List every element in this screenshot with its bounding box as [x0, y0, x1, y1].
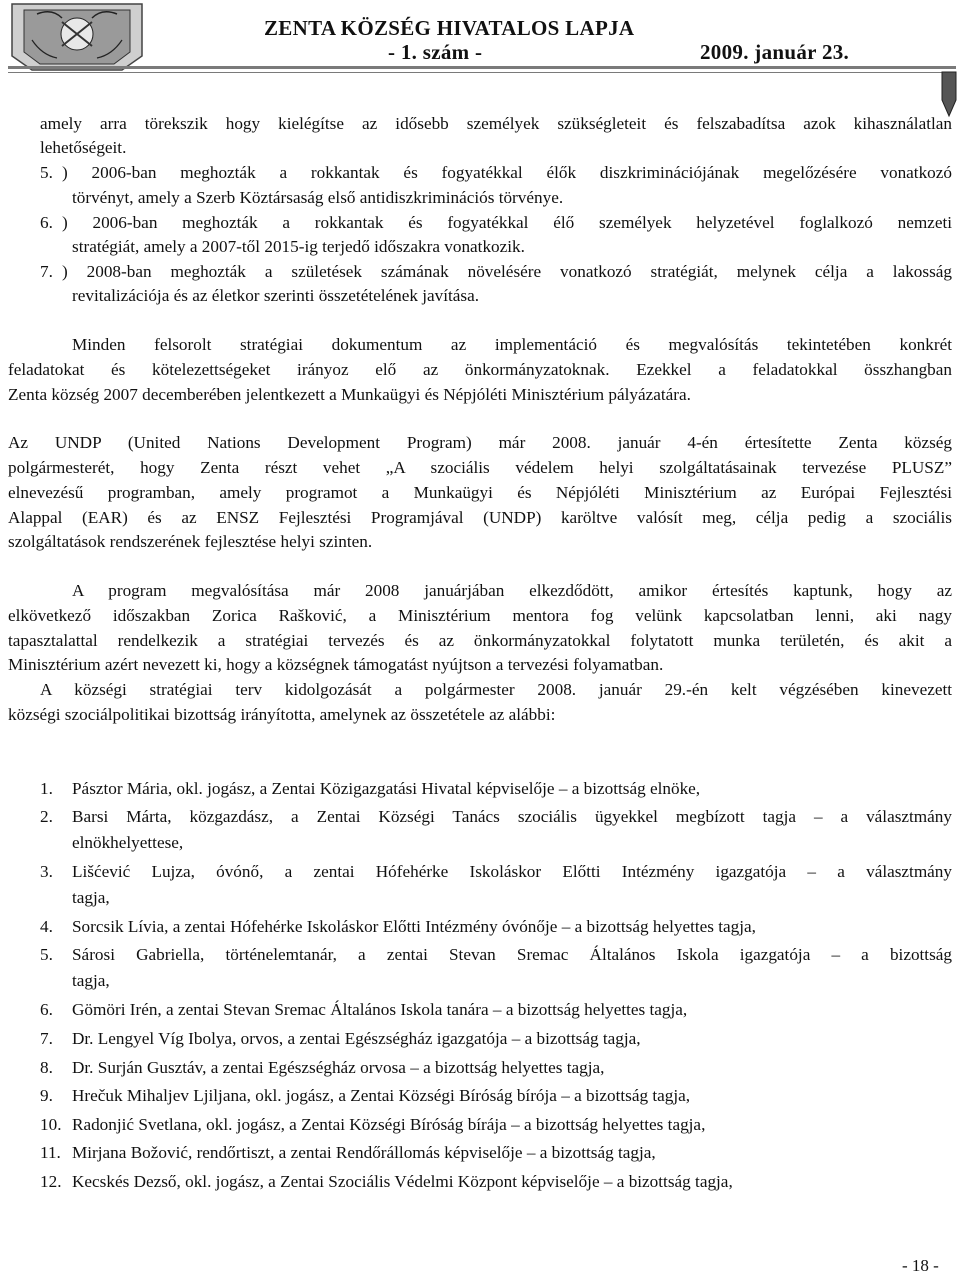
item-text: ) 2008-ban meghozták a születések számának növelésére vonatkozó stratégiát, melynek célja a lakosság: [62, 262, 952, 281]
list-item-number: 2.: [40, 807, 53, 826]
list-item-text: Lišćević Lujza, óvónő, a zentai Hófehérke Iskoláskor Előtti Intézmény igazgatója – a választmány: [72, 862, 952, 881]
paragraph-line: lehetőségeit.: [40, 138, 127, 157]
list-item-number: 5.: [40, 945, 53, 964]
list-item-number: 1.: [40, 779, 53, 798]
paragraph-line: Minden felsorolt stratégiai dokumentum az implementáció és megvalósítás tekintetében konkrét: [72, 335, 952, 354]
paragraph-line: Zenta község 2007 decemberében jelentkezett a Munkaügyi és Népjóléti Minisztérium pályázatára.: [8, 385, 691, 404]
paragraph-line: községi szociálpolitikai bizottság irányította, amelynek az összetétele az alábbi:: [8, 705, 556, 724]
list-item-number: 10.: [40, 1115, 62, 1134]
list-item-number: 3.: [40, 862, 53, 881]
list-item-number: 8.: [40, 1058, 53, 1077]
list-item-number: 4.: [40, 917, 53, 936]
paragraph-line: elnevezésű programban, amely programot a Munkaügyi és Népjóléti Minisztérium az Európai Fejlesztési: [8, 483, 952, 502]
list-item-text: Pásztor Mária, okl. jogász, a Zentai Közigazgatási Hivatal képviselője – a bizottság elnöke,: [72, 779, 701, 798]
journal-title: ZENTA KÖZSÉG HIVATALOS LAPJA: [264, 16, 635, 40]
paragraph-line: szolgáltatások rendszerének fejlesztése helyi szinten.: [8, 532, 373, 551]
list-item-number: 11.: [40, 1143, 61, 1162]
list-item-text: Hrečuk Mihaljev Ljiljana, okl. jogász, a Zentai Községi Bíróság bírója – a bizottság tagja,: [72, 1086, 691, 1105]
page-header: [0, 0, 960, 96]
list-item-text: Gömöri Irén, a zentai Stevan Sremac Általános Iskola tanára – a bizottság helyettes tagja,: [72, 1000, 688, 1019]
paragraph-line: tapasztalattal rendelkezik a stratégiai tervezés és az önkormányzatokkal folytatott munka területén, és akit a: [8, 631, 952, 650]
paragraph-line: elkövetkező időszakban Zorica Rašković, a Minisztérium mentora fog velünk kapcsolatban lenni, aki nagy: [8, 606, 952, 625]
list-item-number: 12.: [40, 1172, 62, 1191]
list-item-text: tagja,: [72, 888, 110, 907]
list-item-text: tagja,: [72, 971, 110, 990]
list-item-text: Dr. Surján Gusztáv, a zentai Egészségház orvosa – a bizottság helyettes tagja,: [72, 1058, 605, 1077]
item-text: ) 2006-ban meghozták a rokkantak és fogyatékkal élő személyek helyzetével foglalkozó nemzeti: [62, 213, 952, 232]
item-number: 5.: [40, 163, 53, 182]
paragraph-line: Alappal (EAR) és az ENSZ Fejlesztési Programjával (UNDP) karöltve valósít meg, célja pedig a szociális: [8, 508, 952, 527]
paragraph-line: amely arra törekszik hogy kielégítse az idősebb személyek szükségleteit és felszabadítsa azok kihasználatlan: [40, 114, 952, 133]
item-text: törvényt, amely a Szerb Köztársaság első antidiszkriminációs törvénye.: [72, 188, 564, 207]
paragraph-line: Minisztérium azért nevezett ki, hogy a községnek támogatást nyújtson a tervezési folyamatban.: [8, 655, 664, 674]
item-text: stratégiát, amely a 2007-től 2015-ig terjedő időszakra vonatkozik.: [72, 237, 525, 256]
coat-of-arms-icon: [2, 0, 152, 74]
list-item-text: Mirjana Božović, rendőrtiszt, a zentai Rendőrállomás képviselője – a bizottság tagja,: [72, 1143, 656, 1162]
item-text: ) 2006-ban meghozták a rokkantak és fogyatékkal élők diszkriminációjának megelőzésére vonatkozó: [62, 163, 952, 182]
issue-number: - 1. szám -: [388, 40, 483, 64]
paragraph-line: Az UNDP (United Nations Development Program) már 2008. január 4-én értesítette Zenta község: [8, 433, 952, 452]
item-text: revitalizációja és az életkor szerinti összetételének javítása.: [72, 286, 480, 305]
issue-date: 2009. január 23.: [700, 40, 850, 64]
header-divider: [8, 66, 956, 69]
list-item-text: Barsi Márta, közgazdász, a Zentai Községi Tanács szociális ügyekkel megbízott tagja – a választmány: [72, 807, 952, 826]
item-number: 7.: [40, 262, 53, 281]
list-item-number: 6.: [40, 1000, 53, 1019]
list-item-text: Sorcsik Lívia, a zentai Hófehérke Iskoláskor Előtti Intézmény óvónője – a bizottság helyettes tagja,: [72, 917, 756, 936]
item-number: 6.: [40, 213, 53, 232]
paragraph-line: A községi stratégiai terv kidolgozását a polgármester 2008. január 29.-én kelt végzésében kinevezett: [40, 680, 952, 699]
header-divider-thin: [8, 72, 956, 73]
list-item-number: 7.: [40, 1029, 53, 1048]
list-item-text: Sárosi Gabriella, történelemtanár, a zentai Stevan Sremac Általános Iskola igazgatója – a bizottság: [72, 945, 952, 964]
list-item-text: Kecskés Dezső, okl. jogász, a Zentai Szociális Védelmi Központ képviselője – a bizottság tagja,: [72, 1172, 733, 1191]
page-number: - 18 -: [902, 1256, 939, 1275]
paragraph-line: feladatokat és kötelezettségeket irányoz elő az önkormányzatoknak. Ezekkel a feladatokkal összhangban: [8, 360, 952, 379]
paragraph-line: A program megvalósítása már 2008 januárjában elkezdődött, amikor értesítés kaptunk, hogy az: [72, 581, 952, 600]
list-item-number: 9.: [40, 1086, 53, 1105]
list-item-text: elnökhelyettese,: [72, 833, 184, 852]
list-item-text: Radonjić Svetlana, okl. jogász, a Zentai Községi Bíróság bírája – a bizottság helyettes tagja,: [72, 1115, 706, 1134]
list-item-text: Dr. Lengyel Víg Ibolya, orvos, a zentai Egészségház igazgatója – a bizottság tagja,: [72, 1029, 641, 1048]
paragraph-line: polgármesterét, hogy Zenta részt vehet „A szociális védelem helyi szolgáltatásainak tervezése PLUSZ”: [8, 458, 952, 477]
